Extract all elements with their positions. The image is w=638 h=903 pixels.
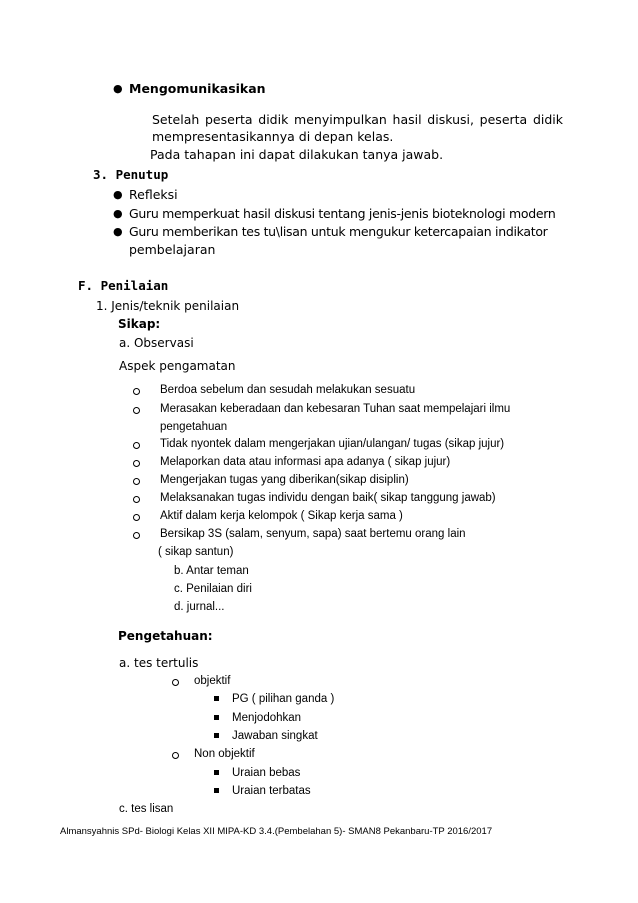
aspect-item: Tidak nyontek dalam mengerjakan ujian/ulangan/ tugas (sikap jujur) [160,438,505,450]
objektif-item: PG ( pilihan ganda ) [232,693,335,705]
closing-item-continuation: pembelajaran [129,242,216,257]
sub-item: d. jurnal... [174,601,225,613]
aspect-item: Berdoa sebelum dan sesudah melakukan sesuatu [160,384,416,396]
communicate-paragraph-line: Setelah peserta didik menyimpulkan hasil diskusi, peserta didik [152,112,563,127]
sub-item: c. Penilaian diri [174,583,252,595]
aspect-item-continuation: ( sikap santun) [158,546,234,558]
objektif-item: Menjodohkan [232,712,302,724]
pengetahuan-label: Pengetahuan: [118,629,213,643]
objektif-label: objektif [194,675,231,687]
aspect-item: Melaporkan data atau informasi apa adanya ( sikap jujur) [160,456,451,468]
communicate-paragraph-line: mempresentasikannya di depan kelas. [152,129,394,144]
circle-bullet-icon [133,460,140,467]
aspect-item: Melaksanakan tugas individu dengan baik( sikap tanggung jawab) [160,492,496,504]
aspek-label: Aspek pengamatan [119,359,236,373]
circle-bullet-icon [133,496,140,503]
communicate-title: Mengomunikasikan [129,81,266,96]
closing-item: Guru memberikan tes tu\lisan untuk mengukur ketercapaian indikator [129,224,548,239]
non-objektif-item: Uraian bebas [232,767,301,779]
non-objektif-item: Uraian terbatas [232,785,311,797]
tes-lisan-label: c. tes lisan [119,803,174,815]
square-bullet-icon [214,715,219,720]
aspect-item: Aktif dalam kerja kelompok ( Sikap kerja sama ) [160,510,403,522]
closing-item: Refleksi [129,187,178,202]
circle-bullet-icon [172,679,179,686]
bullet-icon: ● [113,225,123,238]
closing-heading: 3. Penutup [93,167,169,182]
non-objektif-label: Non objektif [194,748,255,760]
sikap-label: Sikap: [118,317,161,331]
square-bullet-icon [214,770,219,775]
closing-item: Guru memperkuat hasil diskusi tentang jenis-jenis bioteknologi modern [129,206,556,221]
tes-tertulis-label: a. tes tertulis [119,656,199,670]
bullet-icon: ● [113,207,123,220]
bullet-icon: ● [113,188,123,201]
assessment-heading: F. Penilaian [78,278,169,293]
circle-bullet-icon [172,752,179,759]
communicate-paragraph-line: Pada tahapan ini dapat dilakukan tanya jawab. [150,147,444,162]
square-bullet-icon [214,788,219,793]
aspect-item: Merasakan keberadaan dan kebesaran Tuhan saat mempelajari ilmu [160,403,511,415]
aspect-item: Bersikap 3S (salam, senyum, sapa) saat bertemu orang lain [160,528,466,540]
page-footer: Almansyahnis SPd- Biologi Kelas XII MIPA-KD 3.4.(Pembelahan 5)- SMAN8 Pekanbaru-TP 2016/2017 [60,826,493,837]
circle-bullet-icon [133,407,140,414]
square-bullet-icon [214,733,219,738]
sub-item: b. Antar teman [174,565,249,577]
circle-bullet-icon [133,388,140,395]
objektif-item: Jawaban singkat [232,730,318,742]
circle-bullet-icon [133,514,140,521]
aspect-item: Mengerjakan tugas yang diberikan(sikap disiplin) [160,474,409,486]
assessment-item: 1. Jenis/teknik penilaian [96,299,240,313]
circle-bullet-icon [133,532,140,539]
aspect-item-continuation: pengetahuan [160,421,228,433]
observasi-label: a. Observasi [119,336,194,350]
square-bullet-icon [214,696,219,701]
circle-bullet-icon [133,478,140,485]
circle-bullet-icon [133,442,140,449]
bullet-icon: ● [113,82,123,95]
